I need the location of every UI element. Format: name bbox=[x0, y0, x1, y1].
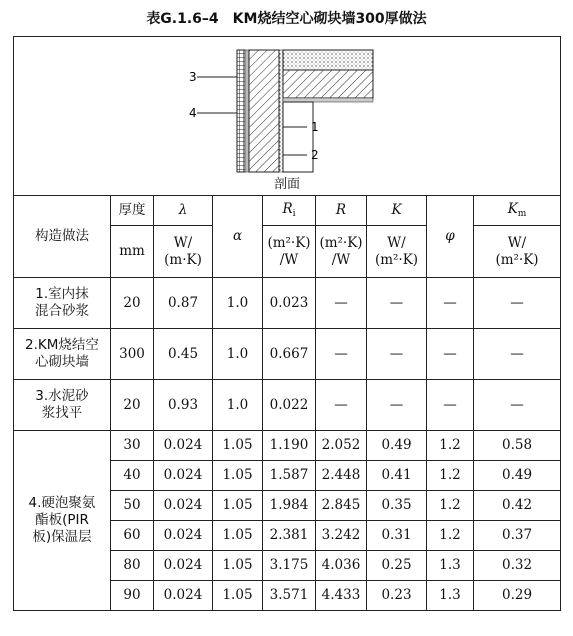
cell-thickness: 300 bbox=[111, 329, 154, 380]
cell-r: 4.036 bbox=[316, 551, 367, 581]
cell-lambda: 0.024 bbox=[154, 491, 213, 521]
cell-phi: 1.2 bbox=[427, 431, 474, 461]
table-row bbox=[14, 380, 561, 431]
header-k: K bbox=[367, 196, 427, 226]
cell-thickness: 90 bbox=[111, 581, 154, 611]
wall-section-diagram bbox=[187, 45, 387, 177]
section-figure-cell bbox=[14, 37, 561, 196]
cell-thickness: 50 bbox=[111, 491, 154, 521]
table-row bbox=[14, 329, 561, 380]
cell-lambda: 0.93 bbox=[154, 380, 213, 431]
cell-ri: 0.667 bbox=[263, 329, 316, 380]
cell-r: 2.448 bbox=[316, 461, 367, 491]
cell-km: 0.37 bbox=[474, 521, 561, 551]
cell-alpha: 1.05 bbox=[213, 521, 263, 551]
cell-alpha: 1.0 bbox=[213, 329, 263, 380]
callout-4: 4 bbox=[189, 105, 197, 120]
cell-km: 0.42 bbox=[474, 491, 561, 521]
figure-caption: 剖面 bbox=[274, 176, 301, 192]
cell-phi: — bbox=[427, 278, 474, 329]
cell-r: — bbox=[316, 278, 367, 329]
cell-alpha: 1.05 bbox=[213, 491, 263, 521]
cell-phi: — bbox=[427, 329, 474, 380]
cell-k: — bbox=[367, 329, 427, 380]
cell-r: 2.845 bbox=[316, 491, 367, 521]
cell-k: 0.41 bbox=[367, 461, 427, 491]
cell-thickness: 20 bbox=[111, 278, 154, 329]
cell-ri: 1.190 bbox=[263, 431, 316, 461]
cell-phi: 1.2 bbox=[427, 491, 474, 521]
header-thickness-unit: mm bbox=[111, 226, 154, 278]
cell-r: — bbox=[316, 329, 367, 380]
layer-name: 2.KM烧结空 心砌块墙 bbox=[14, 329, 111, 380]
header-alpha: α bbox=[213, 196, 263, 278]
cell-km: — bbox=[474, 278, 561, 329]
cell-r: 3.242 bbox=[316, 521, 367, 551]
cell-thickness: 30 bbox=[111, 431, 154, 461]
cell-ri: 3.571 bbox=[263, 581, 316, 611]
cell-k: 0.25 bbox=[367, 551, 427, 581]
cell-alpha: 1.05 bbox=[213, 431, 263, 461]
cell-thickness: 20 bbox=[111, 380, 154, 431]
cell-alpha: 1.0 bbox=[213, 380, 263, 431]
table-row bbox=[14, 278, 561, 329]
cell-alpha: 1.05 bbox=[213, 551, 263, 581]
header-k-unit: W/ (m²·K) bbox=[367, 226, 427, 278]
header-r-unit: (m²·K) /W bbox=[316, 226, 367, 278]
cell-k: — bbox=[367, 380, 427, 431]
cell-phi: 1.2 bbox=[427, 521, 474, 551]
header-lambda-unit: W/ (m·K) bbox=[154, 226, 213, 278]
cell-ri: 2.381 bbox=[263, 521, 316, 551]
header-ri-unit: (m²·K) /W bbox=[263, 226, 316, 278]
cell-km: — bbox=[474, 329, 561, 380]
cell-alpha: 1.0 bbox=[213, 278, 263, 329]
cell-ri: 1.587 bbox=[263, 461, 316, 491]
layer-name: 1.室内抹 混合砂浆 bbox=[14, 278, 111, 329]
callout-2: 2 bbox=[311, 147, 319, 162]
cell-thickness: 80 bbox=[111, 551, 154, 581]
cell-lambda: 0.024 bbox=[154, 581, 213, 611]
header-construction: 构造做法 bbox=[14, 196, 111, 278]
table-row bbox=[14, 431, 561, 461]
cell-k: 0.23 bbox=[367, 581, 427, 611]
cell-r: 4.433 bbox=[316, 581, 367, 611]
cell-r: — bbox=[316, 380, 367, 431]
cell-thickness: 40 bbox=[111, 461, 154, 491]
cell-k: 0.31 bbox=[367, 521, 427, 551]
cell-ri: 3.175 bbox=[263, 551, 316, 581]
callout-3: 3 bbox=[189, 69, 197, 84]
header-thickness: 厚度 bbox=[111, 196, 154, 226]
cell-lambda: 0.024 bbox=[154, 521, 213, 551]
cell-lambda: 0.87 bbox=[154, 278, 213, 329]
cell-k: 0.35 bbox=[367, 491, 427, 521]
header-km: $K_m$ bbox=[474, 196, 561, 226]
construction-table bbox=[13, 36, 561, 611]
cell-km: — bbox=[474, 380, 561, 431]
cell-k: 0.49 bbox=[367, 431, 427, 461]
callout-1: 1 bbox=[311, 119, 319, 134]
cell-km: 0.29 bbox=[474, 581, 561, 611]
cell-k: — bbox=[367, 278, 427, 329]
cell-phi: 1.2 bbox=[427, 461, 474, 491]
header-lambda: λ bbox=[154, 196, 213, 226]
cell-ri: 1.984 bbox=[263, 491, 316, 521]
layer-name: 3.水泥砂 浆找平 bbox=[14, 380, 111, 431]
cell-thickness: 60 bbox=[111, 521, 154, 551]
cell-phi: 1.3 bbox=[427, 551, 474, 581]
header-phi: φ bbox=[427, 196, 474, 278]
cell-phi: 1.3 bbox=[427, 581, 474, 611]
cell-km: 0.49 bbox=[474, 461, 561, 491]
header-km-unit: W/ (m²·K) bbox=[474, 226, 561, 278]
table-title: 表G.1.6–4 KM烧结空心砌块墙300厚做法 bbox=[146, 11, 427, 27]
cell-r: 2.052 bbox=[316, 431, 367, 461]
header-ri: $R_i$ bbox=[263, 196, 316, 226]
insulation-layer-name: 4.硬泡聚氨 酯板(PIR 板)保温层 bbox=[14, 431, 111, 611]
cell-ri: 0.023 bbox=[263, 278, 316, 329]
cell-phi: — bbox=[427, 380, 474, 431]
cell-lambda: 0.45 bbox=[154, 329, 213, 380]
cell-lambda: 0.024 bbox=[154, 461, 213, 491]
cell-km: 0.58 bbox=[474, 431, 561, 461]
cell-km: 0.32 bbox=[474, 551, 561, 581]
cell-alpha: 1.05 bbox=[213, 461, 263, 491]
cell-alpha: 1.05 bbox=[213, 581, 263, 611]
header-r: R bbox=[316, 196, 367, 226]
cell-ri: 0.022 bbox=[263, 380, 316, 431]
cell-lambda: 0.024 bbox=[154, 431, 213, 461]
cell-lambda: 0.024 bbox=[154, 551, 213, 581]
